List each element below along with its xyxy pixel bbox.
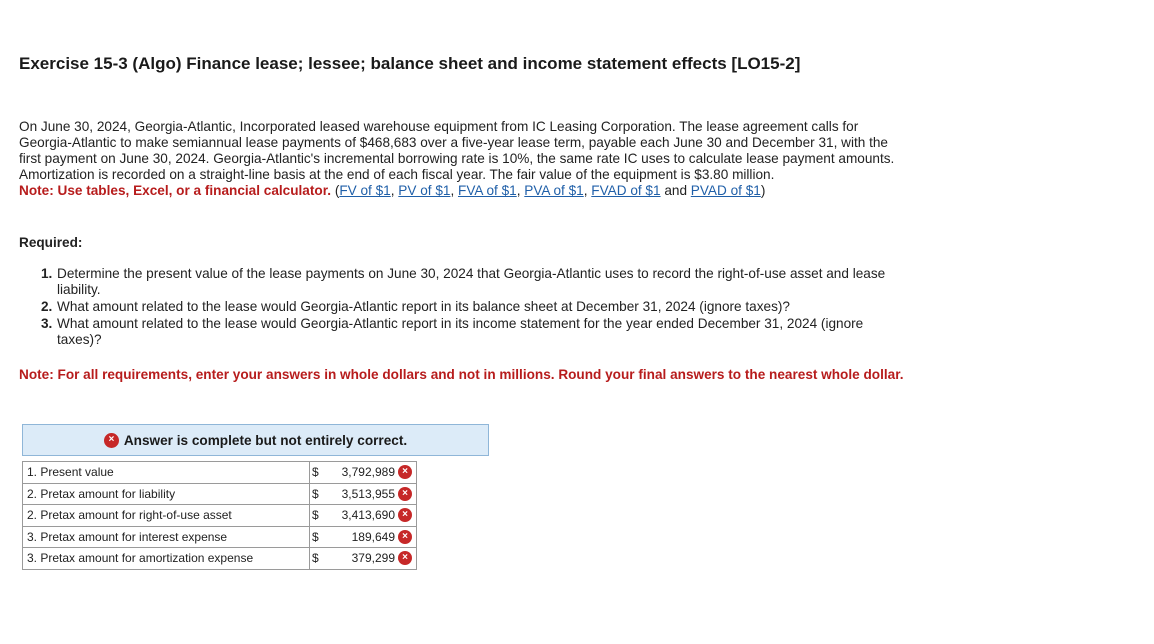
currency-symbol: $	[312, 465, 319, 480]
table-row	[23, 548, 417, 570]
x-circle-icon: ×	[104, 433, 119, 448]
answer-label: 3. Pretax amount for interest expense	[23, 526, 310, 548]
currency-symbol: $	[312, 551, 319, 566]
answer-label: 2. Pretax amount for liability	[23, 483, 310, 505]
table-row	[23, 505, 417, 527]
answer-label: 2. Pretax amount for right-of-use asset	[23, 505, 310, 527]
required-heading: Required:	[19, 235, 83, 250]
link-fva-of-1[interactable]: FVA of $1	[458, 183, 517, 198]
note-tables	[19, 183, 899, 199]
incorrect-x-icon: ×	[398, 487, 412, 501]
rounding-note: Note: For all requirements, enter your answers in whole dollars and not in millions. Round your final answers to the nearest whole dollar.	[19, 367, 904, 382]
note-label: Note: Use tables, Excel, or a financial calculator.	[19, 183, 332, 198]
answer-status-banner	[22, 424, 489, 456]
paren-close: )	[760, 183, 766, 198]
incorrect-x-icon: ×	[398, 551, 412, 565]
separator: ,	[390, 183, 399, 198]
answer-label: 1. Present value	[23, 462, 310, 484]
requirement-number: 1.	[41, 266, 53, 281]
requirement-text: What amount related to the lease would Georgia-Atlantic report in its income statement for the year ended December 31, 2024 (ignore taxes)?	[57, 316, 864, 347]
answer-status-text: Answer is complete but not entirely correct.	[123, 432, 408, 448]
link-pva-of-1[interactable]: PVA of $1	[524, 183, 584, 198]
incorrect-x-icon: ×	[398, 530, 412, 544]
table-row	[23, 483, 417, 505]
link-fv-of-1[interactable]: FV of $1	[339, 183, 391, 198]
page-title: Exercise 15-3 (Algo) Finance lease; lessee; balance sheet and income statement effects [LO15-2]	[19, 54, 801, 73]
paren-open: (	[334, 183, 340, 198]
answer-value[interactable]: 189,649	[351, 529, 395, 544]
answer-value[interactable]: 3,513,955	[341, 486, 395, 501]
requirement-number: 3.	[41, 316, 53, 331]
incorrect-x-icon: ×	[398, 508, 412, 522]
requirement-item	[41, 316, 911, 348]
intro-text: On June 30, 2024, Georgia-Atlantic, Incorporated leased warehouse equipment from IC Leasing Corporation. The lease agreement calls for Georgia-Atlantic to make semiannual lease payments of $468,683 over a five-year lease term, payable each June 30 and December 31, with the first payment on June 30, 2024. Georgia-Atlantic's incremental borrowing rate is 10%, the same rate IC uses to calculate lease payment amounts. Amortization is recorded on a straight-line basis at the end of each fiscal year. The fair value of the equipment is $3.80 million.	[19, 119, 895, 182]
answer-value[interactable]: 3,792,989	[341, 465, 395, 480]
answer-label: 3. Pretax amount for amortization expense	[23, 548, 310, 570]
requirement-number: 2.	[41, 299, 53, 314]
answer-cell	[310, 483, 417, 505]
separator: ,	[516, 183, 525, 198]
table-row	[23, 462, 417, 484]
answer-cell	[310, 548, 417, 570]
answer-cell	[310, 462, 417, 484]
currency-symbol: $	[312, 508, 319, 523]
problem-description	[19, 119, 899, 199]
requirement-item	[41, 299, 911, 315]
answer-table	[22, 461, 417, 570]
link-fvad-of-1[interactable]: FVAD of $1	[591, 183, 661, 198]
answer-value[interactable]: 379,299	[351, 551, 395, 566]
answer-cell	[310, 505, 417, 527]
requirement-text: What amount related to the lease would Georgia-Atlantic report in its balance sheet at December 31, 2024 (ignore taxes)?	[57, 299, 790, 314]
incorrect-x-icon: ×	[398, 465, 412, 479]
requirements-list	[41, 266, 911, 349]
requirement-text: Determine the present value of the lease payments on June 30, 2024 that Georgia-Atlantic uses to record the right-of-use asset and lease liability.	[57, 266, 886, 297]
requirement-item	[41, 266, 911, 298]
answer-cell	[310, 526, 417, 548]
link-pvad-of-1[interactable]: PVAD of $1	[690, 183, 761, 198]
currency-symbol: $	[312, 529, 319, 544]
answer-value[interactable]: 3,413,690	[341, 508, 395, 523]
separator-and: and	[660, 183, 691, 198]
table-row	[23, 526, 417, 548]
currency-symbol: $	[312, 486, 319, 501]
link-pv-of-1[interactable]: PV of $1	[398, 183, 451, 198]
separator: ,	[583, 183, 592, 198]
separator: ,	[450, 183, 459, 198]
